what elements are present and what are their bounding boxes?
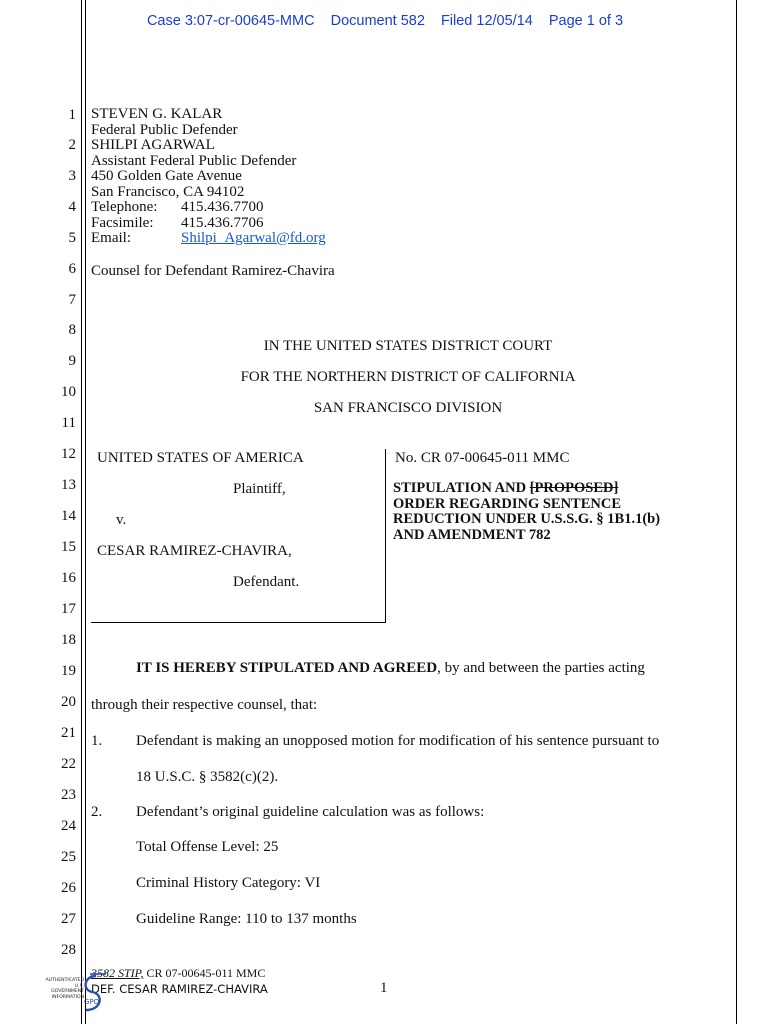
- court-district: FOR THE NORTHERN DISTRICT OF CALIFORNIA: [240, 369, 576, 385]
- line-number: 5: [68, 230, 76, 246]
- fax-label: Facsimile:: [91, 214, 154, 231]
- item-number: 1.: [91, 733, 103, 749]
- line-number: 25: [61, 849, 76, 865]
- line-number: 9: [68, 353, 76, 369]
- case-number: No. CR 07-00645-011 MMC: [395, 450, 570, 466]
- line-number: 13: [61, 477, 76, 493]
- header-filed-date: Filed 12/05/14: [440, 13, 533, 29]
- telephone-row: [91, 200, 326, 216]
- line-number: 21: [61, 725, 76, 741]
- line-number: 7: [68, 292, 76, 308]
- item-text: Defendant is making an unopposed motion for modification of his sentence pursuant to: [136, 733, 660, 749]
- line-number: 1: [68, 107, 76, 123]
- seal-gpo-text: GPO: [84, 998, 100, 1006]
- attorney-name: STEVEN G. KALAR: [91, 106, 223, 122]
- title-line: AND AMENDMENT 782: [393, 526, 551, 543]
- plaintiff-role: Plaintiff,: [233, 481, 286, 497]
- court-division: SAN FRANCISCO DIVISION: [313, 400, 503, 416]
- line-number: 26: [61, 880, 76, 896]
- footer-defendant: DEF. CESAR RAMIREZ-CHAVIRA: [91, 982, 268, 996]
- counsel-for-line: Counsel for Defendant Ramirez-Chavira: [91, 263, 335, 279]
- document-title: [393, 481, 660, 543]
- header-document-number: Document 582: [330, 13, 425, 29]
- line-number: 8: [68, 322, 76, 338]
- seal-text: INFORMATION: [51, 994, 84, 1000]
- line-number: 16: [61, 570, 76, 586]
- title-line: REDUCTION UNDER U.S.S.G. § 1B1.1(b): [393, 511, 661, 527]
- attorney-title: Assistant Federal Public Defender: [91, 152, 297, 169]
- defendant-role: Defendant.: [233, 574, 300, 590]
- page-number: 1: [380, 980, 388, 996]
- caption-divider: [385, 449, 386, 623]
- line-number: 28: [61, 942, 76, 958]
- line-number: 22: [61, 756, 76, 772]
- title-line: ORDER REGARDING SENTENCE: [393, 495, 622, 512]
- line-number: 12: [61, 446, 76, 462]
- item-text: 18 U.S.C. § 3582(c)(2).: [136, 769, 279, 785]
- seal-text: AUTHENTICATED: [45, 978, 84, 983]
- footer-case-number: CR 07-00645-011 MMC: [143, 966, 266, 980]
- line-number: 17: [61, 601, 76, 617]
- header-case-number: Case 3:07-cr-00645-MMC: [146, 13, 315, 29]
- versus-label: v.: [116, 512, 127, 528]
- line-number: 20: [61, 694, 76, 710]
- line-number: 19: [61, 663, 76, 679]
- line-number: 4: [68, 199, 76, 215]
- email-row: [91, 231, 326, 247]
- court-name: IN THE UNITED STATES DISTRICT COURT: [263, 338, 553, 354]
- attorney-title: Federal Public Defender: [91, 121, 238, 138]
- line-number: 6: [68, 261, 76, 277]
- line-number: 24: [61, 818, 76, 834]
- left-margin-rule-inner: [85, 0, 86, 1024]
- filing-header: [0, 13, 770, 29]
- stipulation-intro-continued: through their respective counsel, that:: [91, 697, 318, 713]
- footer-doc-type: 3582 STIP,: [91, 966, 144, 980]
- line-number: 2: [68, 137, 76, 153]
- caption-underline: [91, 622, 386, 623]
- stipulation-intro: [136, 660, 645, 677]
- stipulation-intro-rest: , by and between the parties acting: [437, 660, 645, 676]
- plaintiff-name: UNITED STATES OF AMERICA: [97, 450, 304, 466]
- attorney-name: SHILPI AGARWAL: [91, 137, 215, 153]
- offense-level: Total Offense Level: 25: [136, 839, 279, 855]
- line-number: 3: [68, 168, 76, 184]
- title-struck-proposed: [PROPOSED]: [529, 480, 619, 496]
- attorney-block: [91, 107, 326, 247]
- guideline-range: Guideline Range: 110 to 137 months: [136, 911, 357, 927]
- line-number: 23: [61, 787, 76, 803]
- fax-row: [91, 216, 326, 232]
- left-margin-rule-outer: [81, 0, 82, 1024]
- email-label: Email:: [91, 230, 131, 246]
- criminal-history-category: Criminal History Category: VI: [136, 875, 321, 891]
- line-number: 18: [61, 632, 76, 648]
- line-number: 15: [61, 539, 76, 555]
- line-number: 11: [61, 415, 76, 431]
- item-number: 2.: [91, 804, 103, 820]
- stipulation-intro-bold: IT IS HEREBY STIPULATED AND AGREED: [136, 660, 438, 676]
- address-line: 450 Golden Gate Avenue: [91, 168, 242, 184]
- title-prefix: STIPULATION AND: [393, 480, 530, 496]
- telephone-label: Telephone:: [91, 199, 158, 215]
- gpo-authentication-seal: [44, 970, 120, 1016]
- address-line: San Francisco, CA 94102: [91, 183, 245, 200]
- telephone-value: 415.436.7700: [181, 199, 264, 215]
- line-number: 14: [61, 508, 76, 524]
- fax-value: 415.436.7706: [181, 214, 264, 231]
- seal-text: U.S. GOVERNMENT: [51, 983, 84, 995]
- header-page-count: Page 1 of 3: [548, 13, 624, 29]
- defendant-name: CESAR RAMIREZ-CHAVIRA,: [97, 543, 292, 559]
- right-margin-rule: [736, 0, 737, 1024]
- line-number: 27: [61, 911, 76, 927]
- item-text: Defendant’s original guideline calculation was as follows:: [136, 804, 485, 820]
- email-link[interactable]: Shilpi_Agarwal@fd.org: [181, 230, 326, 246]
- line-number: 10: [61, 384, 76, 400]
